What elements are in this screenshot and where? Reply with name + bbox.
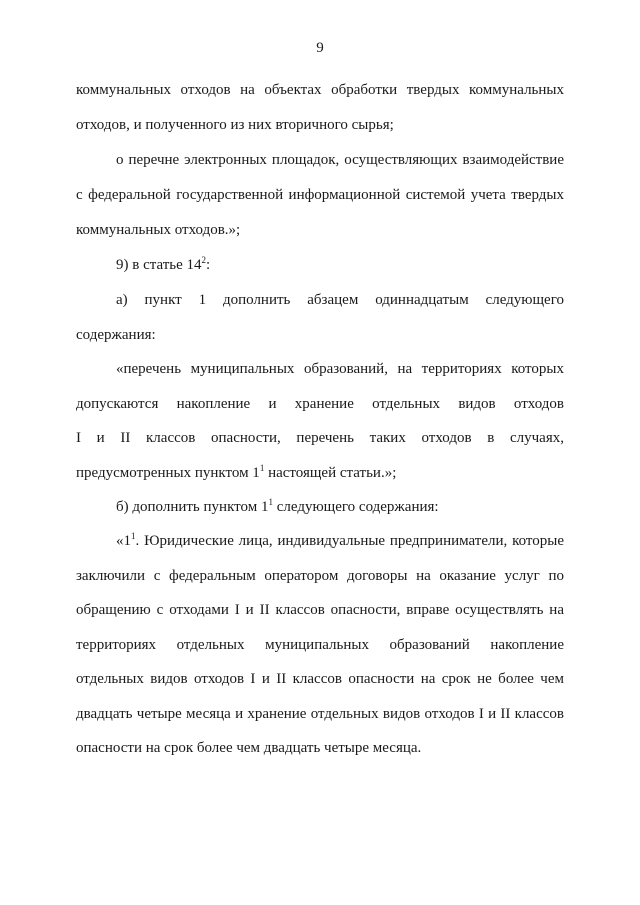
text-line: предусмотренных пунктом $1^1$ настоящей статьи.»; [76, 463, 397, 481]
text-line: а) пункт 1 дополнить абзацем одиннадцатым следующего [116, 292, 564, 308]
text-line: обращению с отходами I и II классов опасности, вправе осуществлять на [76, 602, 564, 618]
text-line: б) дополнить пунктом $1^1$ следующего содержания: [116, 497, 439, 515]
text-line: коммунальных отходов на объектах обработки твердых коммунальных [76, 82, 564, 98]
text-line: «перечень муниципальных образований, на территориях которых [116, 361, 564, 377]
text-line: I и II классов опасности, перечень таких отходов в случаях, [76, 430, 564, 446]
text-line: отдельных видов отходов I и II классов опасности на срок не более чем [76, 671, 564, 687]
text-line: отходов, и полученного из них вторичного сырья; [76, 117, 394, 133]
text-line: опасности на срок более чем двадцать четыре месяца. [76, 740, 422, 756]
text-line: «$1^1$. Юридические лица, индивидуальные предприниматели, которые [116, 531, 564, 549]
text-line: двадцать четыре месяца и хранение отдельных видов отходов I и II классов [76, 706, 564, 722]
page-number: 9 [316, 40, 324, 56]
text-line: коммунальных отходов.»; [76, 222, 241, 238]
text-line: содержания: [76, 327, 156, 343]
text-line: 9) в статье $14^2$: [116, 255, 211, 273]
text-line: с федеральной государственной информационной системой учета твердых [76, 187, 564, 203]
text-line: территориях отдельных муниципальных образований накопление [76, 637, 564, 653]
text-line: заключили с федеральным оператором договоры на оказание услуг по [76, 568, 564, 584]
text-line: о перечне электронных площадок, осуществляющих взаимодействие [116, 152, 564, 168]
text-line: допускаются накопление и хранение отдельных видов отходов [76, 396, 564, 412]
